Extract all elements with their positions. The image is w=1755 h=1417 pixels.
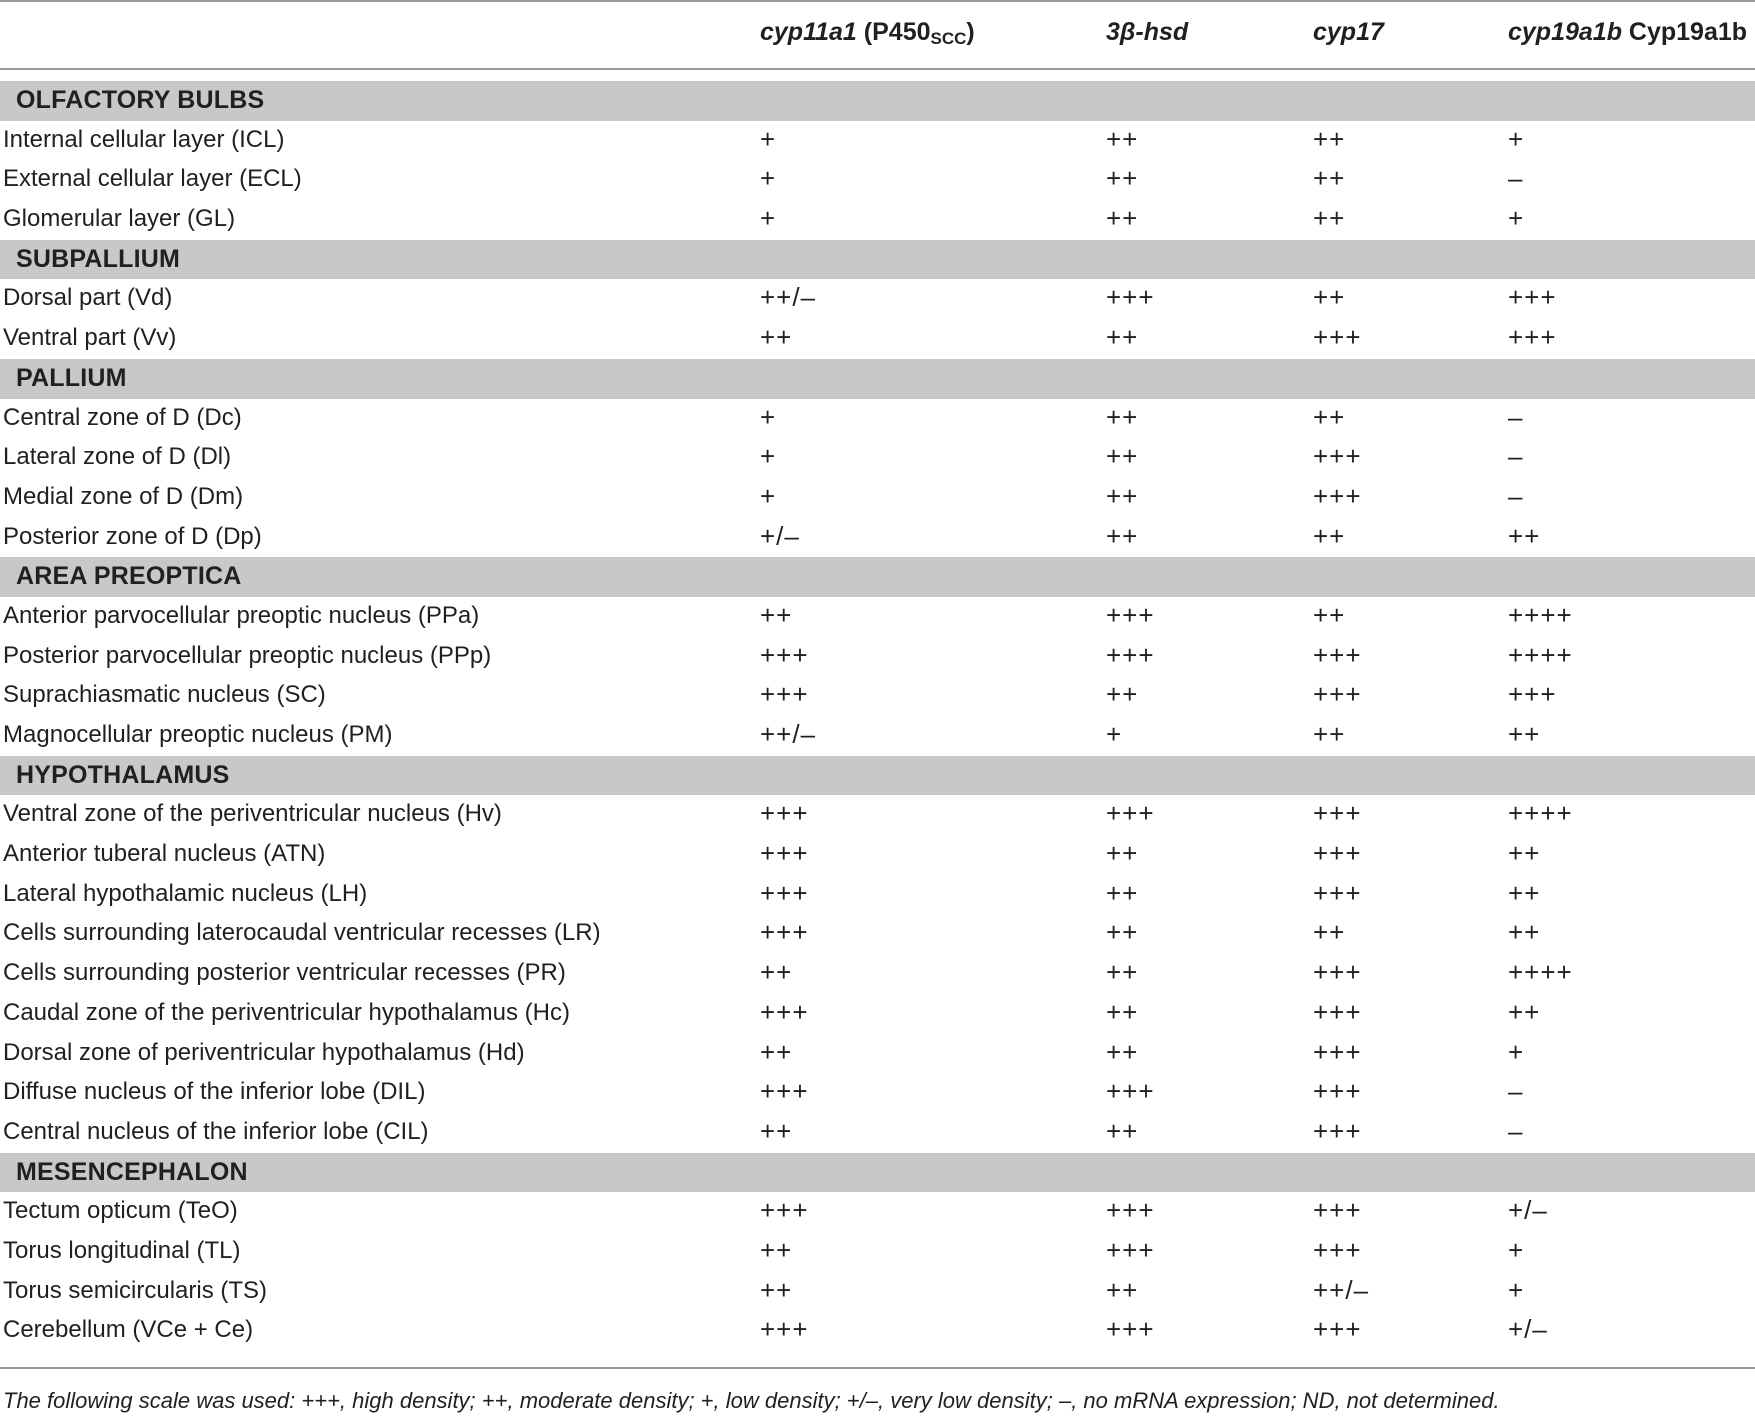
expression-value: + [760, 203, 777, 234]
table-row [0, 676, 1755, 716]
table-row [0, 835, 1755, 875]
region-name: Glomerular layer (GL) [3, 205, 236, 233]
section-title: HYPOTHALAMUS [16, 760, 230, 789]
table-row [0, 914, 1755, 954]
region-name: Posterior parvocellular preoptic nucleus (PPp) [3, 641, 492, 669]
expression-value: +++ [1313, 1234, 1362, 1265]
expression-value: ++ [1313, 520, 1346, 551]
expression-value: ++ [1313, 401, 1346, 432]
expression-value: +++ [760, 679, 809, 710]
expression-value: + [760, 480, 777, 511]
expression-value: +++ [760, 1076, 809, 1107]
region-name: Cells surrounding posterior ventricular recesses (PR) [3, 959, 566, 987]
expression-value: – [1508, 1076, 1524, 1107]
section-title: MESENCEPHALON [16, 1157, 248, 1186]
expression-value: +++ [1313, 798, 1362, 829]
expression-value: ++ [1508, 996, 1541, 1027]
table-header [0, 0, 1755, 68]
expression-value: + [1508, 123, 1525, 154]
expression-value: ++ [1106, 877, 1139, 908]
expression-value: +++ [1313, 322, 1362, 353]
expression-value: ++++ [1508, 599, 1573, 630]
region-name: Dorsal part (Vd) [3, 284, 173, 312]
expression-value: ++ [1106, 1274, 1139, 1305]
region-name: Cerebellum (VCe + Ce) [3, 1316, 254, 1344]
table-row [0, 399, 1755, 439]
expression-value: – [1508, 1115, 1524, 1146]
table-row [0, 279, 1755, 319]
expression-value: +++ [760, 798, 809, 829]
bottom-rule [0, 1367, 1755, 1369]
expression-value: ++ [1508, 520, 1541, 551]
region-name: Ventral part (Vv) [3, 324, 177, 352]
table-row [0, 121, 1755, 161]
expression-value: +++ [760, 639, 809, 670]
expression-value: + [1508, 1234, 1525, 1265]
expression-value: +++ [1313, 838, 1362, 869]
expression-value: ++ [1106, 163, 1139, 194]
region-name: Cells surrounding laterocaudal ventricular recesses (LR) [3, 919, 601, 947]
header-rule [0, 68, 1755, 70]
table-row [0, 319, 1755, 359]
section-title: OLFACTORY BULBS [16, 86, 265, 114]
section-title: AREA PREOPTICA [16, 562, 242, 591]
expression-value: +++ [760, 996, 809, 1027]
expression-value: ++ [1508, 917, 1541, 948]
section-row [0, 557, 1755, 597]
expression-value: ++ [760, 1036, 793, 1067]
column-header-cyp19a1b: cyp19a1b Cyp19a1b [1508, 18, 1748, 46]
region-name: Medial zone of D (Dm) [3, 482, 244, 510]
table-row [0, 994, 1755, 1034]
expression-value: ++ [1106, 401, 1139, 432]
expression-value: + [760, 401, 777, 432]
expression-value: ++++ [1508, 639, 1573, 670]
expression-value: – [1508, 401, 1524, 432]
expression-value: + [1106, 719, 1123, 749]
expression-value: + [1508, 1036, 1525, 1067]
table-row [0, 1311, 1755, 1351]
expression-value: ++ [1106, 1115, 1139, 1146]
expression-value: – [1508, 480, 1524, 511]
expression-value: +++ [760, 917, 809, 948]
expression-value: +++ [1106, 1195, 1155, 1226]
expression-value: ++ [760, 1115, 793, 1146]
expression-value: ++ [760, 322, 793, 353]
section-row [0, 359, 1755, 399]
expression-value: +++ [1106, 798, 1155, 829]
expression-value: + [1508, 1274, 1525, 1305]
expression-value: ++ [1106, 123, 1139, 154]
expression-value: +++ [1313, 1115, 1362, 1146]
region-name: Anterior parvocellular preoptic nucleus (PPa) [3, 601, 480, 629]
expression-value: +++ [1313, 639, 1362, 670]
region-name: Lateral zone of D (Dl) [3, 443, 232, 471]
expression-value: ++ [1313, 163, 1346, 194]
expression-value: +++ [760, 1195, 809, 1226]
expression-value: +++ [760, 838, 809, 869]
expression-value: ++ [1313, 203, 1346, 234]
column-header-cyp17: cyp17 [1313, 18, 1384, 46]
table-row [0, 1073, 1755, 1113]
expression-value: – [1508, 441, 1524, 472]
expression-value: +++ [1508, 679, 1557, 710]
region-name: Diffuse nucleus of the inferior lobe (DIL) [3, 1078, 426, 1106]
expression-value: ++ [1106, 441, 1139, 472]
region-name: Dorsal zone of periventricular hypothalamus (Hd) [3, 1038, 525, 1066]
expression-value: + [1508, 203, 1525, 234]
expression-value: ++ [1106, 957, 1139, 988]
expression-value: +++ [1313, 480, 1362, 511]
table-footnote: The following scale was used: +++, high density; ++, moderate density; +, low density; +/–, very low density; –, no mRNA expression; ND, not determined. [3, 1388, 1500, 1413]
expression-value: ++ [760, 599, 793, 630]
expression-value: +/– [1508, 1314, 1548, 1345]
region-name: External cellular layer (ECL) [3, 165, 302, 193]
table-row [0, 597, 1755, 637]
expression-value: +++ [760, 877, 809, 908]
table-row [0, 716, 1755, 756]
expression-value: ++ [1106, 1036, 1139, 1067]
region-name: Suprachiasmatic nucleus (SC) [3, 681, 326, 709]
expression-value: +++ [1313, 1195, 1362, 1226]
expression-value: ++ [1313, 282, 1346, 313]
expression-value: ++ [1313, 917, 1346, 948]
region-name: Ventral zone of the periventricular nucleus (Hv) [3, 800, 502, 828]
table-row [0, 795, 1755, 835]
table-row [0, 1192, 1755, 1232]
column-header-3b-hsd: 3β-hsd [1106, 18, 1189, 46]
table-row [0, 1034, 1755, 1074]
region-name: Torus semicircularis (TS) [3, 1276, 268, 1304]
region-name: Central zone of D (Dc) [3, 403, 242, 431]
expression-value: +++ [1313, 1076, 1362, 1107]
table-row [0, 438, 1755, 478]
region-name: Magnocellular preoptic nucleus (PM) [3, 721, 393, 748]
section-row [0, 240, 1755, 280]
expression-value: ++/– [1313, 1274, 1370, 1305]
expression-value: ++ [1508, 877, 1541, 908]
table-row [0, 1232, 1755, 1272]
table-row [0, 518, 1755, 558]
expression-value: +++ [1313, 679, 1362, 710]
expression-value: ++ [760, 1274, 793, 1305]
expression-value: +++ [1313, 877, 1362, 908]
region-name: Tectum opticum (TeO) [3, 1197, 238, 1225]
expression-value: +++ [1106, 1234, 1155, 1265]
expression-value: ++ [1313, 599, 1346, 630]
section-row [0, 756, 1755, 796]
expression-value: +++ [1313, 996, 1362, 1027]
table-row [0, 637, 1755, 677]
expression-value: +++ [760, 1314, 809, 1345]
expression-value: ++ [1106, 520, 1139, 551]
expression-value: ++ [1106, 917, 1139, 948]
expression-value: ++ [1106, 203, 1139, 234]
table-body [0, 81, 1755, 1351]
expression-value: ++/– [760, 719, 817, 749]
region-name: Caudal zone of the periventricular hypothalamus (Hc) [3, 998, 570, 1026]
expression-value: ++ [1106, 996, 1139, 1027]
expression-value: +++ [1313, 1036, 1362, 1067]
expression-value: + [760, 163, 777, 194]
table-row [0, 200, 1755, 240]
expression-value: ++ [760, 1234, 793, 1265]
expression-value: +++ [1508, 282, 1557, 313]
expression-value: +++ [1313, 1314, 1362, 1345]
expression-value: ++ [760, 957, 793, 988]
region-name: Lateral hypothalamic nucleus (LH) [3, 879, 368, 907]
expression-value: ++++ [1508, 957, 1573, 988]
table-row [0, 160, 1755, 200]
section-title: SUBPALLIUM [16, 244, 181, 273]
expression-value: +++ [1106, 1076, 1155, 1107]
expression-value: ++ [1106, 480, 1139, 511]
expression-value: ++/– [760, 282, 817, 313]
region-name: Internal cellular layer (ICL) [3, 125, 285, 153]
expression-value: ++ [1313, 123, 1346, 154]
expression-value: +/– [1508, 1195, 1548, 1226]
table-row [0, 1113, 1755, 1153]
expression-value: +++ [1106, 1314, 1155, 1345]
expression-value: ++ [1313, 719, 1346, 749]
expression-value: +++ [1508, 322, 1557, 353]
expression-value: +++ [1106, 639, 1155, 670]
expression-value: +++ [1106, 599, 1155, 630]
expression-value: + [760, 441, 777, 472]
expression-value: +++ [1313, 441, 1362, 472]
expression-value: ++ [1508, 719, 1541, 749]
expression-value: ++ [1106, 322, 1139, 353]
column-header-cyp11a1: cyp11a1 $(P450_{SCC})$ [760, 18, 975, 48]
table-row [0, 954, 1755, 994]
region-name: Torus longitudinal (TL) [3, 1236, 241, 1264]
table-row [0, 875, 1755, 915]
expression-value: ++ [1106, 679, 1139, 710]
section-row [0, 1153, 1755, 1193]
expression-value: ++ [1508, 838, 1541, 869]
table-row [0, 1272, 1755, 1312]
expression-value: ++++ [1508, 798, 1573, 829]
expression-value: +/– [760, 520, 800, 551]
expression-value: + [760, 123, 777, 154]
region-name: Central nucleus of the inferior lobe (CIL) [3, 1117, 429, 1145]
region-name: Anterior tuberal nucleus (ATN) [3, 840, 326, 868]
section-title: PALLIUM [16, 363, 127, 392]
table-row [0, 478, 1755, 518]
expression-value: +++ [1106, 282, 1155, 313]
section-row [0, 81, 1755, 121]
expression-value: ++ [1106, 838, 1139, 869]
expression-value: – [1508, 163, 1524, 194]
region-name: Posterior zone of D (Dp) [3, 522, 262, 550]
expression-value: +++ [1313, 957, 1362, 988]
